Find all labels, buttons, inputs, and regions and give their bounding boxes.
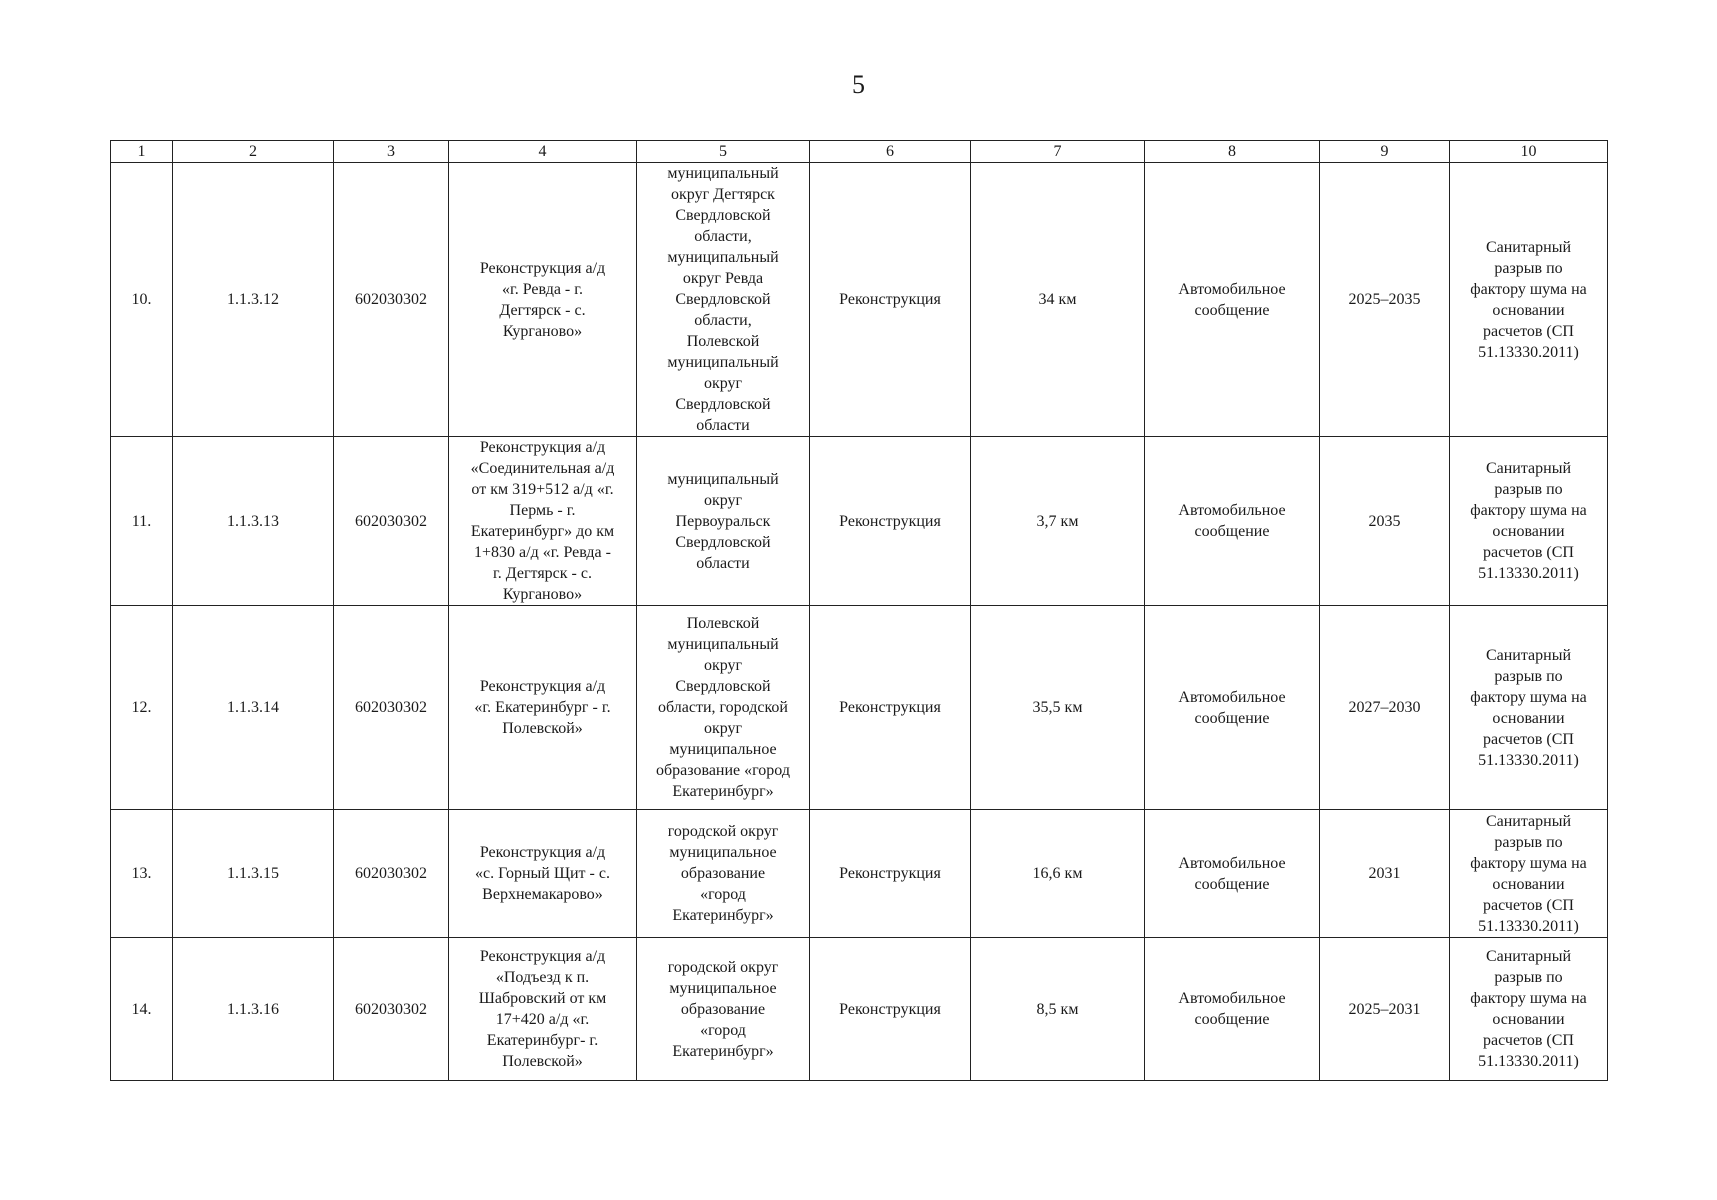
length: 34 км (971, 163, 1145, 437)
object-code: 1.1.3.16 (173, 938, 334, 1081)
object-code: 1.1.3.15 (173, 810, 334, 938)
restriction-zone: Санитарный разрыв по фактору шума на основании расчетов (СП 51.13330.2011) (1450, 163, 1608, 437)
purpose: Автомобильное сообщение (1145, 437, 1320, 606)
period: 2035 (1320, 437, 1450, 606)
table-row (111, 163, 1608, 437)
object-name: Реконструкция а/д «г. Екатеринбург - г. Полевской» (449, 606, 637, 810)
restriction-zone: Санитарный разрыв по фактору шума на основании расчетов (СП 51.13330.2011) (1450, 606, 1608, 810)
object-code: 1.1.3.14 (173, 606, 334, 810)
location: городской округ муниципальное образование «город Екатеринбург» (637, 810, 810, 938)
restriction-zone: Санитарный разрыв по фактору шума на основании расчетов (СП 51.13330.2011) (1450, 810, 1608, 938)
column-header: 1 (111, 141, 173, 163)
location: Полевской муниципальный округ Свердловской области, городской округ муниципальное образование «город Екатеринбург» (637, 606, 810, 810)
location: муниципальный округ Первоуральск Свердловской области (637, 437, 810, 606)
table-row (111, 938, 1608, 1081)
purpose: Автомобильное сообщение (1145, 938, 1320, 1081)
row-number: 14. (111, 938, 173, 1081)
type-code: 602030302 (334, 810, 449, 938)
table-row (111, 810, 1608, 938)
period: 2031 (1320, 810, 1450, 938)
restriction-zone: Санитарный разрыв по фактору шума на основании расчетов (СП 51.13330.2011) (1450, 938, 1608, 1081)
type-code: 602030302 (334, 437, 449, 606)
table-row (111, 437, 1608, 606)
length: 8,5 км (971, 938, 1145, 1081)
purpose: Автомобильное сообщение (1145, 810, 1320, 938)
period: 2025–2031 (1320, 938, 1450, 1081)
work-type: Реконструкция (810, 163, 971, 437)
object-name: Реконструкция а/д «с. Горный Щит - с. Верхнемакарово» (449, 810, 637, 938)
purpose: Автомобильное сообщение (1145, 163, 1320, 437)
row-number: 13. (111, 810, 173, 938)
column-header: 2 (173, 141, 334, 163)
column-header: 7 (971, 141, 1145, 163)
length: 35,5 км (971, 606, 1145, 810)
work-type: Реконструкция (810, 810, 971, 938)
work-type: Реконструкция (810, 437, 971, 606)
object-name: Реконструкция а/д «г. Ревда - г. Дегтярск - с. Курганово» (449, 163, 637, 437)
work-type: Реконструкция (810, 938, 971, 1081)
column-header: 6 (810, 141, 971, 163)
column-header: 9 (1320, 141, 1450, 163)
row-number: 12. (111, 606, 173, 810)
object-name: Реконструкция а/д «Подъезд к п. Шабровский от км 17+420 а/д «г. Екатеринбург- г. Полевской» (449, 938, 637, 1081)
object-code: 1.1.3.13 (173, 437, 334, 606)
type-code: 602030302 (334, 938, 449, 1081)
period: 2027–2030 (1320, 606, 1450, 810)
table-header-row (111, 141, 1608, 163)
row-number: 11. (111, 437, 173, 606)
page-number: 5 (852, 70, 865, 99)
column-header: 3 (334, 141, 449, 163)
length: 3,7 км (971, 437, 1145, 606)
table-row (111, 606, 1608, 810)
row-number: 10. (111, 163, 173, 437)
object-name: Реконструкция а/д «Соединительная а/д от км 319+512 а/д «г. Пермь - г. Екатеринбург» до км 1+830 а/д «г. Ревда - г. Дегтярск - с. Курганово» (449, 437, 637, 606)
restriction-zone: Санитарный разрыв по фактору шума на основании расчетов (СП 51.13330.2011) (1450, 437, 1608, 606)
location: городской округ муниципальное образование «город Екатеринбург» (637, 938, 810, 1081)
object-code: 1.1.3.12 (173, 163, 334, 437)
type-code: 602030302 (334, 606, 449, 810)
period: 2025–2035 (1320, 163, 1450, 437)
column-header: 4 (449, 141, 637, 163)
column-header: 5 (637, 141, 810, 163)
column-header: 10 (1450, 141, 1608, 163)
column-header: 8 (1145, 141, 1320, 163)
work-type: Реконструкция (810, 606, 971, 810)
location: муниципальный округ Дегтярск Свердловской области, муниципальный округ Ревда Свердловской области, Полевской муниципальный округ Свердловской области (637, 163, 810, 437)
purpose: Автомобильное сообщение (1145, 606, 1320, 810)
objects-table (110, 140, 1608, 1081)
type-code: 602030302 (334, 163, 449, 437)
length: 16,6 км (971, 810, 1145, 938)
